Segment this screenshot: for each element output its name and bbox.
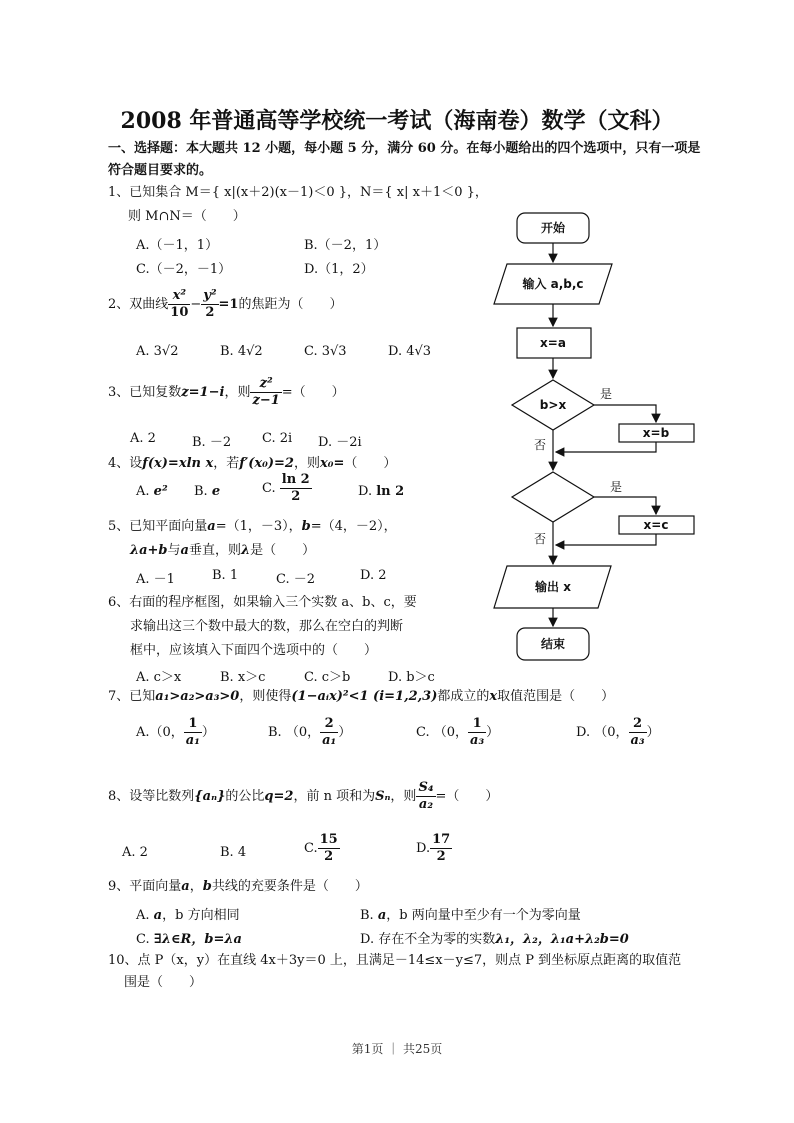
q7-ineq: (1−aᵢx)²<1 (i=1,2,3) — [291, 689, 438, 704]
q7-d-label: D. （0， — [576, 725, 629, 740]
q7-post: 取值范围是（ ） — [497, 689, 615, 704]
q2-option-a: A. 3√2 — [136, 344, 179, 359]
q7-option-a — [136, 716, 215, 749]
q5-vec-b: b — [301, 519, 311, 534]
q7-c-den: a₃ — [470, 733, 485, 748]
q7-c-num: 1 — [468, 716, 486, 733]
q7-mid: ，则使得 — [239, 689, 292, 704]
q9-option-b — [360, 904, 581, 923]
q6-option-a: A. c＞x — [136, 670, 182, 685]
q9-a-label: A. — [136, 908, 150, 923]
q4-c-num: ln 2 — [281, 472, 310, 487]
q7-d-close: ） — [646, 725, 660, 740]
question-1-stem: 1、已知集合 M＝{ x|(x＋2)(x－1)＜0 }，N＝{ x| x＋1＜0 }， — [108, 185, 488, 200]
q7-c-label: C. （0， — [416, 725, 469, 740]
q7-a-num: 1 — [184, 716, 202, 733]
question-7-stem — [108, 686, 614, 708]
q3-post: =（ ） — [281, 385, 345, 400]
q4-a-label: A. — [136, 484, 150, 499]
q9-d-label: D. 存在不全为零的实数 — [360, 932, 496, 947]
question-6-line-2: 求输出这三个数中最大的数，那么在空白的判断 — [130, 619, 404, 634]
q9-option-a — [136, 904, 240, 923]
q2-post: 的焦距为（ ） — [238, 297, 343, 312]
q4-fp: f′(x₀)=2 — [239, 456, 294, 471]
q4-f: f(x)=xln x — [142, 456, 214, 471]
q4-mid: ，若 — [213, 456, 240, 471]
q8-mid2: ，前 n 项和为 — [293, 789, 376, 804]
q7-b-den: a₁ — [322, 733, 337, 748]
q5-vec-a: a — [207, 519, 216, 534]
q8-c-num: 15 — [319, 832, 338, 847]
q1-option-b: B.（－2，1） — [304, 238, 387, 253]
q5-line2-end: 是（ ） — [250, 543, 316, 558]
q7-a-close: ） — [201, 725, 215, 740]
flow-set-b-label: x=b — [642, 426, 670, 440]
flow-yes2-label: 是 — [610, 480, 623, 494]
q8-sn: Sₙ — [375, 789, 391, 804]
q9-a-text: ，b 方向相同 — [162, 908, 240, 923]
q5-eqa: =（1，－3）， — [215, 519, 302, 534]
q9-b-text: ，b 两向量中至少有一个为零向量 — [386, 908, 581, 923]
section-heading: 一、选择题：本大题共 12 小题，每小题 5 分，满分 60 分。在每小题给出的四个选项中，只有一项是符合题目要求的。 — [108, 141, 701, 178]
q2-minus: − — [190, 297, 202, 312]
q8-d-label: D. — [416, 841, 431, 856]
page-footer: 第1页 ｜ 共25页 — [351, 1042, 443, 1056]
q7-cond: a₁>a₂>a₃>0 — [155, 689, 240, 704]
flow-cond1-label: b>x — [539, 398, 567, 412]
flow-arrow-yes2 — [594, 497, 656, 514]
q7-b-close: ） — [338, 725, 352, 740]
q7-mid2: 都成立的 — [437, 689, 490, 704]
q1-option-d: D.（1，2） — [304, 262, 374, 277]
flow-assign-label: x=a — [540, 336, 566, 350]
q8-c-den: 2 — [324, 849, 334, 864]
q8-mid: 的公比 — [225, 789, 265, 804]
q6-option-c: C. c＞b — [304, 670, 351, 685]
q5-option-a: A. －1 — [136, 572, 175, 587]
q5-expr: λa+b — [130, 543, 168, 558]
q4-pre: 4、设 — [108, 456, 143, 471]
q5-option-d: D. 2 — [360, 568, 387, 583]
q1-option-a: A.（－1，1） — [136, 238, 219, 253]
q9-vec-b: b — [202, 879, 212, 894]
q8-option-a: A. 2 — [122, 845, 148, 860]
q5-pre: 5、已知平面向量 — [108, 519, 208, 534]
q9-b-vec: a — [377, 908, 387, 923]
q5-line2-a: a — [180, 543, 189, 558]
flow-no1-label: 否 — [534, 438, 547, 452]
q5-line2-post: 垂直，则 — [188, 543, 241, 558]
q3-option-b: B. －2 — [192, 435, 232, 450]
q2-frac2-num: y² — [203, 288, 217, 303]
question-9-stem — [108, 876, 368, 898]
flow-input-label: 输入 a,b,c — [522, 277, 584, 291]
q8-post: =（ ） — [435, 789, 499, 804]
q7-d-den: a₃ — [630, 733, 645, 748]
q8-mid3: ，则 — [390, 789, 417, 804]
q7-a-label: A.（0， — [136, 725, 184, 740]
q3-frac-num: z² — [250, 376, 281, 393]
q3-option-a: A. 2 — [130, 431, 156, 446]
q8-option-d — [416, 832, 452, 865]
q2-pre: 2、双曲线 — [108, 297, 169, 312]
page-title: 2008 年普通高等学校统一考试（海南卷）数学（文科） — [120, 108, 674, 134]
q7-x: x — [489, 689, 498, 704]
q8-d-num: 17 — [432, 832, 451, 847]
q7-a-den: a₁ — [185, 733, 200, 748]
flow-start-label: 开始 — [540, 221, 566, 235]
q6-option-d: D. b＞c — [388, 670, 435, 685]
q5-lambda: λ — [241, 543, 251, 558]
flow-no2-label: 否 — [534, 532, 547, 546]
q5-line2: 与 — [167, 543, 181, 558]
q3-pre: 3、已知复数 — [108, 385, 182, 400]
flow-yes1-label: 是 — [600, 387, 613, 401]
question-6-line-3: 框中，应该填入下面四个选项中的（ ） — [130, 643, 378, 658]
q7-b-label: B. （0， — [268, 725, 321, 740]
flow-end-label: 结束 — [540, 637, 566, 651]
q4-mid2: ，则 — [293, 456, 320, 471]
q2-option-c: C. 3√3 — [304, 344, 347, 359]
flow-output-label: 输出 x — [535, 580, 571, 594]
q7-d-num: 2 — [629, 716, 647, 733]
q8-frac-den: a₂ — [418, 797, 434, 812]
q7-b-num: 2 — [320, 716, 338, 733]
flow-cond2-diamond — [512, 472, 594, 522]
q2-frac1-num: x² — [168, 288, 190, 305]
q8-an: {aₙ} — [194, 789, 226, 804]
question-10-line-1: 10、点 P（x，y）在直线 4x＋3y＝0 上，且满足－14≤x－y≤7，则点 P 到坐标原点距离的取值范 — [108, 953, 682, 968]
q9-option-c — [136, 928, 242, 947]
q8-option-b: B. 4 — [220, 845, 247, 860]
flow-arrow-back1 — [556, 442, 656, 452]
q2-frac1-den: 10 — [170, 305, 189, 320]
q3-z: z=1−i — [181, 385, 225, 400]
q9-d-text: λ₁，λ₂，λ₁a+λ₂b=0 — [495, 932, 629, 947]
q8-q: q=2 — [264, 789, 294, 804]
q4-a-val: e² — [153, 484, 168, 499]
q1-option-c: C.（－2，－1） — [136, 262, 232, 277]
q9-option-d — [360, 928, 629, 947]
q3-mid: ，则 — [224, 385, 251, 400]
flow-arrow-back2 — [556, 534, 656, 545]
q9-a-vec: a — [153, 908, 163, 923]
q4-b-label: B. — [194, 484, 208, 499]
q2-frac2-den: 2 — [205, 305, 215, 320]
q3-option-d: D. －2i — [318, 435, 362, 450]
q2-eq: =1 — [218, 297, 239, 312]
q4-d-label: D. — [358, 484, 373, 499]
flow-set-c-label: x=c — [643, 518, 669, 532]
question-6-line-1: 6、右面的程序框图，如果输入三个实数 a、b、c，要 — [108, 595, 417, 610]
q7-pre: 7、已知 — [108, 689, 156, 704]
q7-c-close: ） — [486, 725, 500, 740]
q7-option-b — [268, 716, 351, 749]
q4-b-val: e — [211, 484, 221, 499]
q7-option-c — [416, 716, 499, 749]
q9-vec-a: a — [181, 879, 190, 894]
q9-c-text: ∃λ∈R，b=λa — [153, 932, 242, 947]
q2-option-d: D. 4√3 — [388, 344, 432, 359]
q8-frac-num: S₄ — [418, 780, 434, 795]
q8-c-label: C. — [304, 841, 318, 856]
q8-option-c — [304, 832, 340, 865]
q8-d-den: 2 — [436, 849, 446, 864]
q9-c-label: C. — [136, 932, 150, 947]
q5-eqb: =（4，－2）， — [310, 519, 397, 534]
q4-c-label: C. — [262, 481, 276, 496]
question-10-line-2: 围是（ ） — [124, 975, 203, 990]
q2-option-b: B. 4√2 — [220, 344, 263, 359]
q3-frac-den: z−1 — [252, 393, 280, 408]
q6-option-b: B. x＞c — [220, 670, 266, 685]
flow-arrow-yes1 — [594, 405, 656, 422]
q4-post: （ ） — [344, 456, 397, 471]
question-8-stem — [108, 780, 498, 813]
q4-x0: x₀= — [320, 456, 345, 471]
question-1-stem-2: 则 M∩N＝（ ） — [128, 209, 246, 224]
q5-option-b: B. 1 — [212, 568, 239, 583]
q9-b-label: B. — [360, 908, 374, 923]
q9-comma: ， — [189, 879, 203, 894]
q9-post: 共线的充要条件是（ ） — [211, 879, 368, 894]
q4-c-den: 2 — [291, 489, 301, 504]
q3-option-c: C. 2i — [262, 431, 293, 446]
q4-d-val: ln 2 — [376, 484, 405, 499]
q8-pre: 8、设等比数列 — [108, 789, 195, 804]
q9-pre: 9、平面向量 — [108, 879, 182, 894]
q7-option-d — [576, 716, 660, 749]
q5-option-c: C. －2 — [276, 572, 316, 587]
